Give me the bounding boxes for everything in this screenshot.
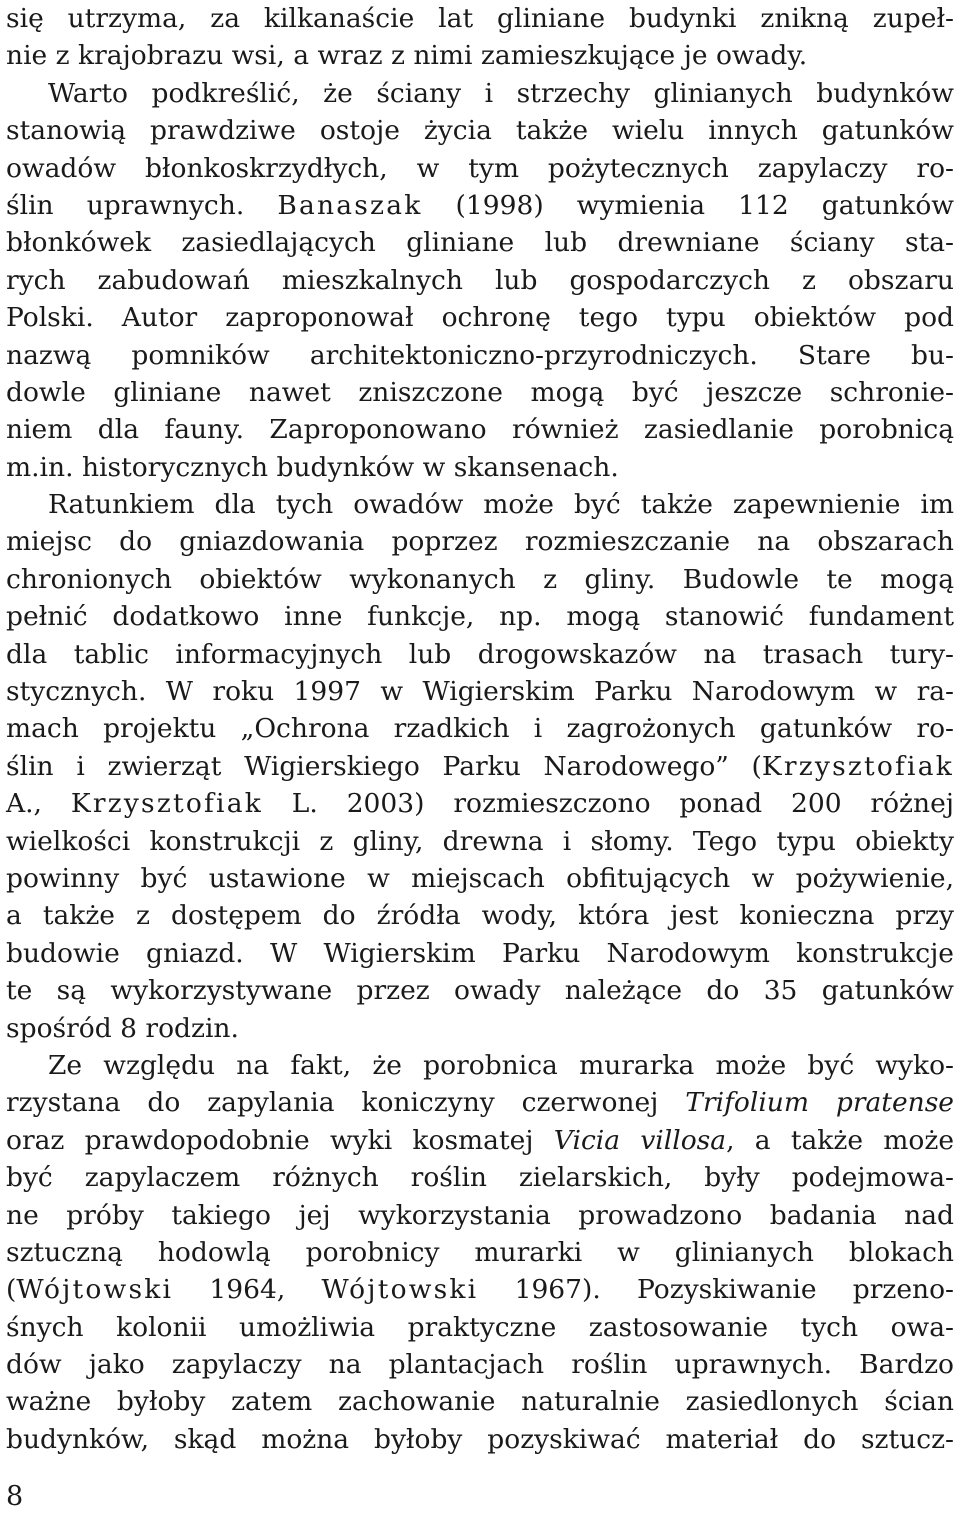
text-line (6, 1383, 954, 1420)
text-segment: miejsc do gniazdowania poprzez rozmieszczanie na obszarach (6, 526, 954, 558)
text-segment: nie z krajobrazu wsi, a wraz z nimi zamieszkujące je owady. (6, 40, 808, 72)
text-segment: dów jako zapylaczy na plantacjach roślin uprawnych. Bardzo (6, 1349, 954, 1381)
text-line (6, 561, 954, 598)
text-line (6, 1159, 954, 1196)
text-line (6, 636, 954, 673)
latin-species-name: Vicia villosa (553, 1124, 727, 1156)
text-segment: spośród 8 rodzin. (6, 1012, 239, 1044)
text-segment: ne próby takiego jej wykorzystania prowadzono badania nad (6, 1199, 954, 1231)
text-segment: się utrzyma, za kilkanaście lat gliniane budynki znikną zupeł- (6, 3, 954, 34)
document-body (6, 0, 954, 1458)
text-segment: L. 2003) rozmieszczono ponad 200 różnej (262, 788, 954, 820)
text-line (6, 337, 954, 374)
text-line (6, 262, 954, 299)
text-segment: , a także może (726, 1124, 955, 1156)
page-number: 8 (6, 1481, 24, 1512)
text-segment: mach projektu „Ochrona rzadkich i zagrożonych gatunków ro- (6, 713, 954, 745)
text-segment: budowie gniazd. W Wigierskim Parku Narodowym konstrukcje (6, 937, 954, 969)
text-segment: sztuczną hodowlą porobnicy murarki w glinianych blokach (6, 1236, 954, 1268)
text-segment: Ze względu na fakt, że porobnica murarka może być wyko- (48, 1049, 954, 1081)
text-line (6, 785, 954, 822)
text-line (6, 299, 954, 336)
text-line (6, 1271, 954, 1308)
text-segment: te są wykorzystywane przez owady należące do 35 gatunków (6, 975, 954, 1007)
text-segment: być zapylaczem różnych roślin zielarskich, były podejmowa- (6, 1162, 954, 1194)
text-segment: ( (6, 1274, 17, 1306)
text-segment: A., (6, 788, 71, 820)
latin-species-name: Trifolium pratense (685, 1087, 954, 1119)
text-line (6, 1084, 954, 1121)
text-line (6, 224, 954, 261)
text-segment: pełnić dodatkowo inne funkcje, np. mogą stanowić fundament (6, 601, 954, 633)
author-name: Wójtowski (321, 1274, 479, 1306)
text-line (6, 37, 954, 74)
text-segment: błonkówek zasiedlających gliniane lub drewniane ściany sta- (6, 227, 954, 259)
text-segment: 1967). Pozyskiwanie przeno- (478, 1274, 954, 1306)
text-segment: rzystana do zapylania koniczyny czerwonej (6, 1087, 686, 1119)
text-line (6, 449, 954, 486)
text-line (6, 598, 954, 635)
text-line (6, 1421, 954, 1458)
text-segment: ślin uprawnych. (6, 189, 278, 221)
text-segment: chronionych obiektów wykonanych z gliny. Budowle te mogą (6, 563, 954, 595)
text-line (6, 1234, 954, 1271)
text-segment: budynków, skąd można byłoby pozyskiwać materiał do sztucz- (6, 1423, 954, 1455)
author-name: Wójtowski (16, 1274, 174, 1306)
text-line (6, 860, 954, 897)
text-line (6, 1010, 954, 1047)
text-segment: Ratunkiem dla tych owadów może być także zapewnienie im (48, 489, 954, 521)
text-segment: Polski. Autor zaproponował ochronę tego typu obiektów pod (6, 302, 954, 334)
text-segment: niem dla fauny. Zaproponowano również zasiedlanie porobnicą (6, 414, 954, 446)
text-line (6, 935, 954, 972)
text-line (6, 1047, 954, 1084)
text-line (6, 897, 954, 934)
text-line (6, 411, 954, 448)
author-name: Krzysztofiak (761, 750, 954, 782)
text-line (6, 187, 954, 224)
text-line (6, 523, 954, 560)
text-segment: m.in. historycznych budynków w skansenach. (6, 451, 619, 483)
text-line (6, 1346, 954, 1383)
text-segment: stanowią prawdziwe ostoje życia także wielu innych gatunków (6, 115, 954, 147)
text-line (6, 112, 954, 149)
text-line (6, 75, 954, 112)
text-segment: powinny być ustawione w miejscach obfitujących w pożywienie, (6, 862, 954, 894)
text-segment: a także z dostępem do źródła wody, która jest konieczna przy (6, 900, 954, 932)
text-line (6, 673, 954, 710)
text-segment: ślin i zwierząt Wigierskiego Parku Narodowego” ( (6, 750, 762, 782)
text-segment: dowle gliniane nawet zniszczone mogą być jeszcze schronie- (6, 376, 954, 408)
text-segment: Warto podkreślić, że ściany i strzechy glinianych budynków (48, 77, 954, 109)
text-segment: (1998) wymienia 112 gatunków (422, 189, 954, 221)
text-segment: oraz prawdopodobnie wyki kosmatej (6, 1124, 554, 1156)
text-line (6, 748, 954, 785)
text-line (6, 1197, 954, 1234)
author-name: Krzysztofiak (70, 788, 263, 820)
text-segment: nazwą pomników architektoniczno-przyrodniczych. Stare bu- (6, 339, 954, 371)
text-line (6, 1309, 954, 1346)
text-line (6, 486, 954, 523)
text-line (6, 823, 954, 860)
author-name: Banaszak (277, 189, 423, 221)
text-segment: rych zabudowań mieszkalnych lub gospodarczych z obszaru (6, 264, 954, 296)
text-segment: wielkości konstrukcji z gliny, drewna i słomy. Tego typu obiekty (6, 825, 954, 857)
text-line (6, 374, 954, 411)
text-line (6, 0, 954, 37)
text-line (6, 972, 954, 1009)
text-segment: owadów błonkoskrzydłych, w tym pożytecznych zapylaczy ro- (6, 152, 954, 184)
text-segment: stycznych. W roku 1997 w Wigierskim Parku Narodowym w ra- (6, 676, 954, 708)
text-segment: ważne byłoby zatem zachowanie naturalnie zasiedlonych ścian (6, 1386, 954, 1418)
text-segment: śnych kolonii umożliwia praktyczne zastosowanie tych owa- (6, 1311, 954, 1343)
text-line (6, 150, 954, 187)
text-line (6, 1122, 954, 1159)
text-line (6, 710, 954, 747)
text-segment: 1964, (173, 1274, 322, 1306)
text-segment: dla tablic informacyjnych lub drogowskazów na trasach tury- (6, 638, 954, 670)
